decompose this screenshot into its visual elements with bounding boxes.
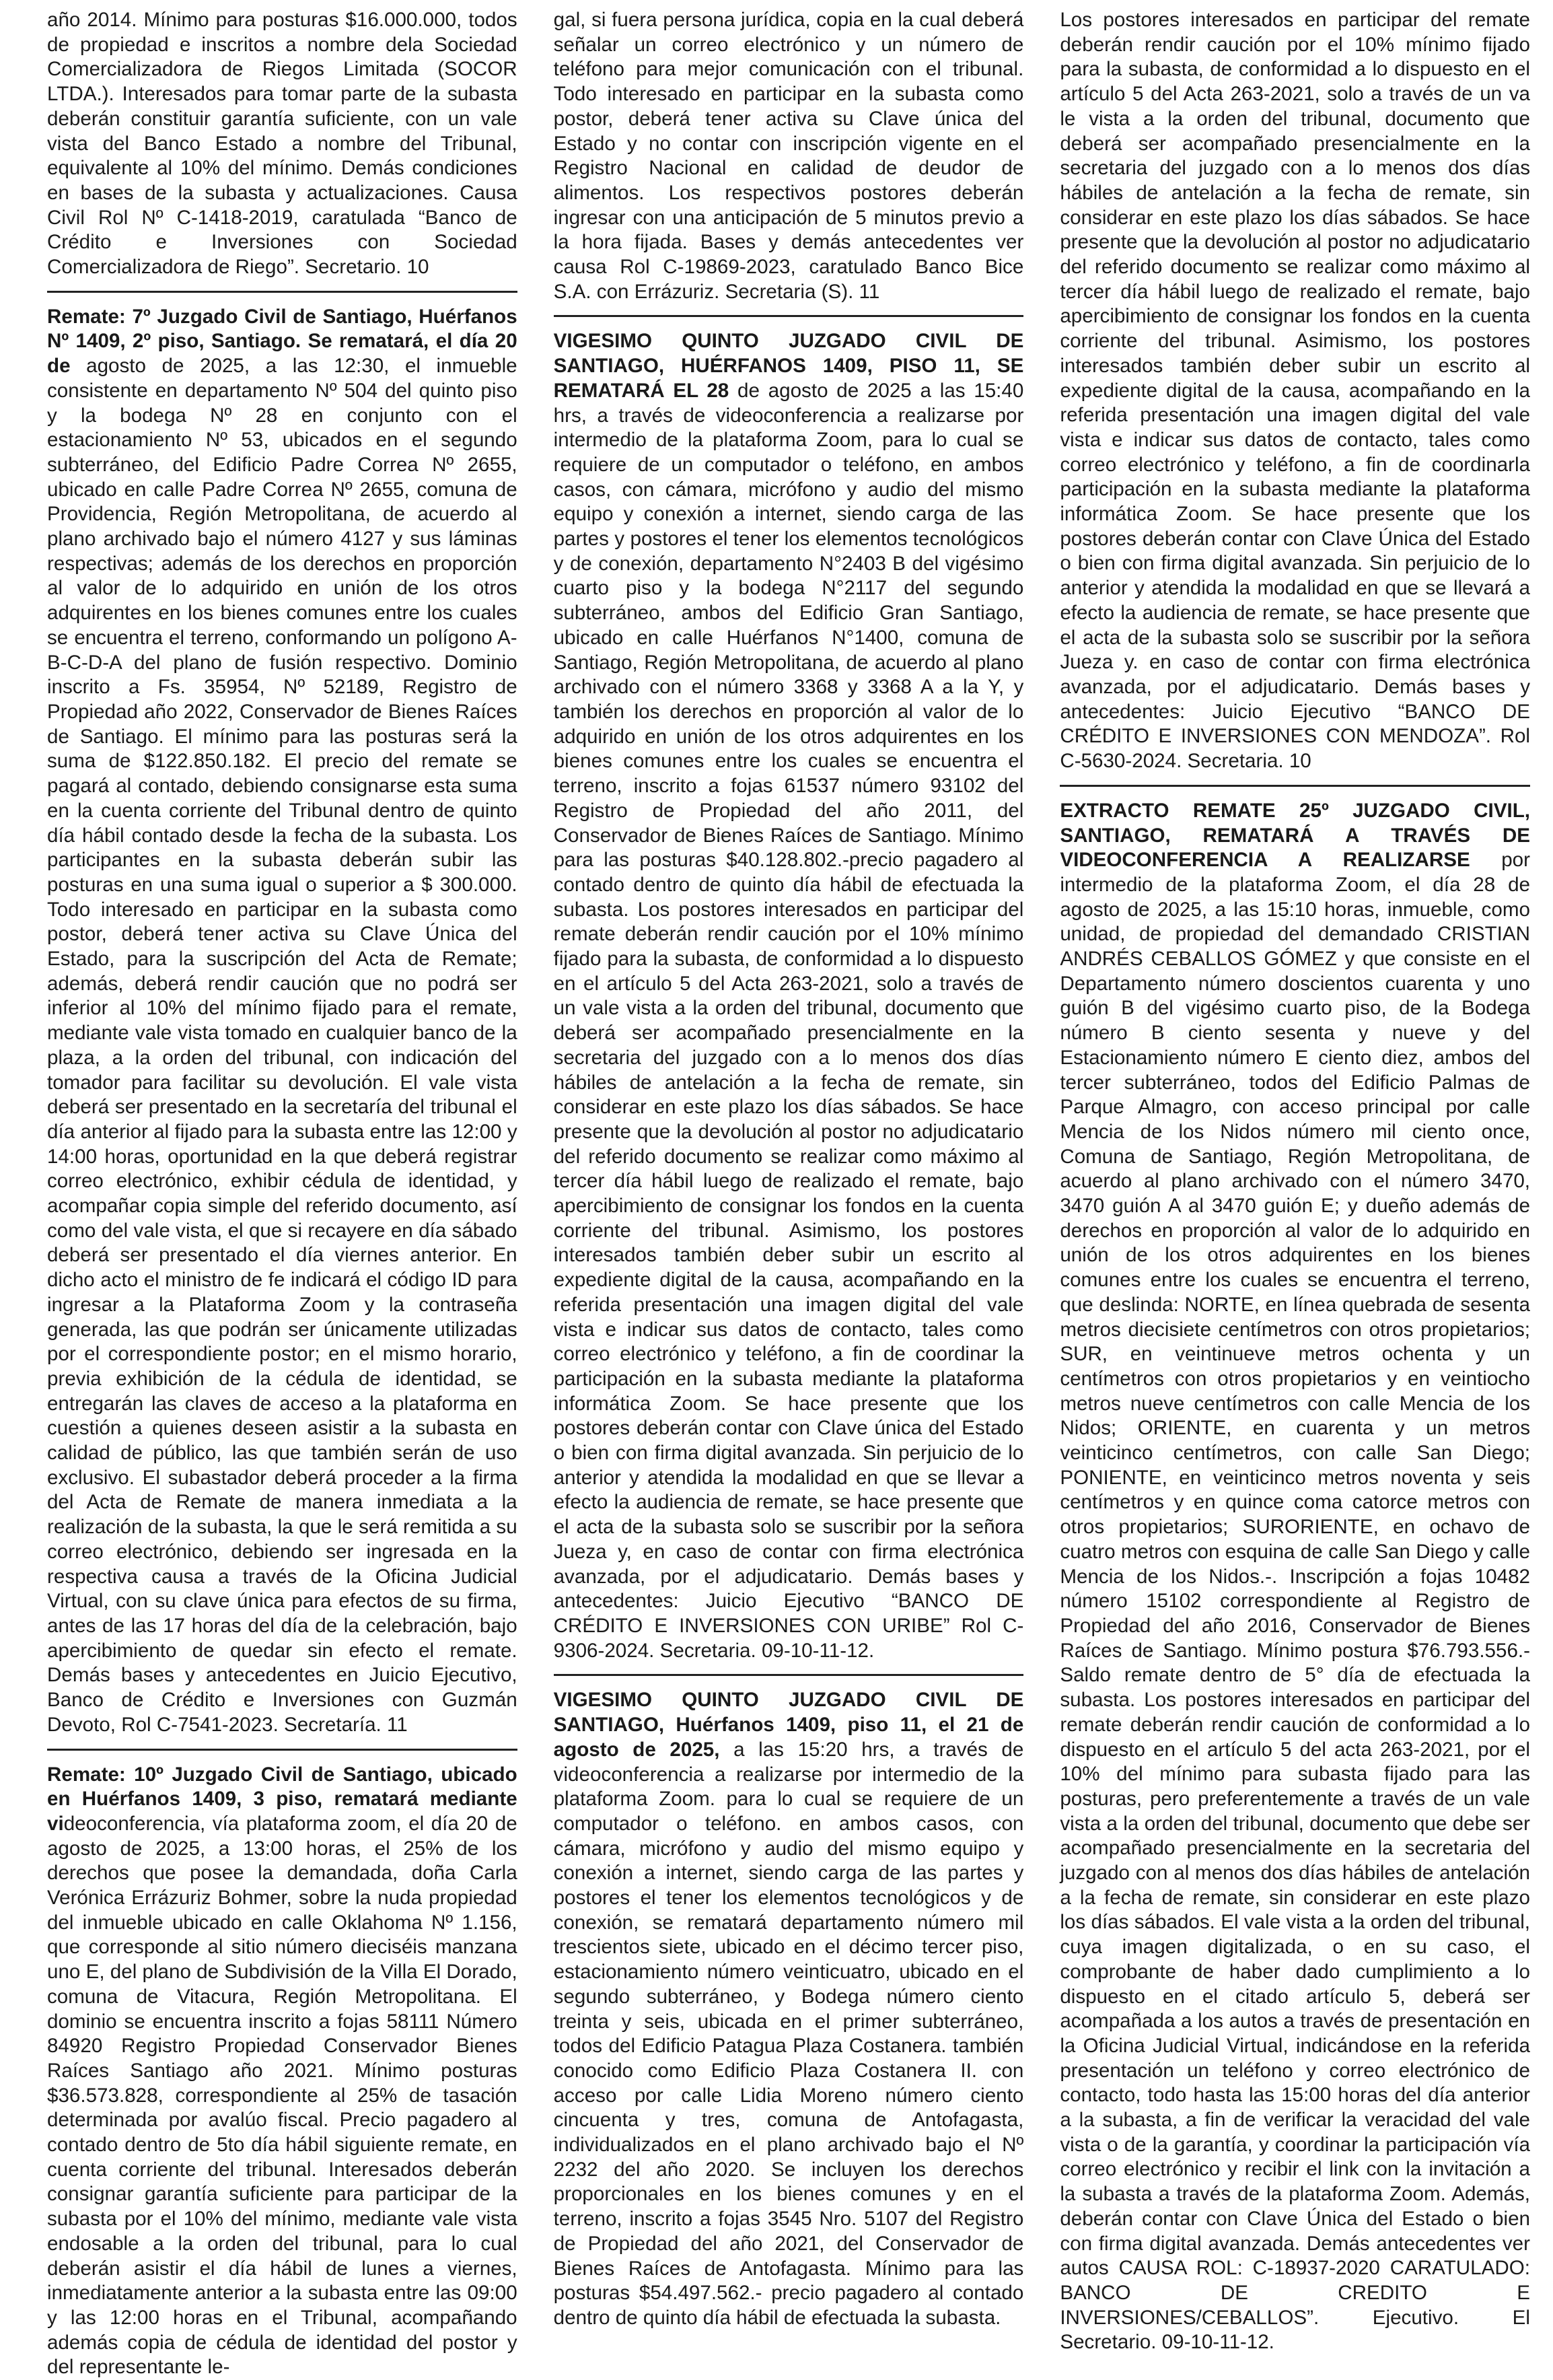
notice-10-juzgado [47,1763,517,2380]
notice-continuation-socor [47,8,517,280]
notice-body: Los postores interesados en participar del remate deberán rendir caución por el 10% mínimo fijado para la subasta, de conformidad a lo dispuesto en el artículo 5 del Acta 263-2021, solo a través de un va le vista a la orden del tribunal, documento que deberá ser acompañado presencialmente en la secretaria del juzgado con a lo menos dos días hábiles de antelación a la fecha de remate, sin considerar en este plazo los días sábados. Se hace presente que la devolución al postor no adjudicatario del referido documento se realizar como máximo al tercer día hábil luego de realizado el remate, bajo apercibimiento de consignar los fondos en la cuenta corriente del tribunal. Asimismo, los postores interesados también deber subir un escrito al expediente digital de la causa, acompañando en la referida presentación una imagen digital del vale vista e indicar sus datos de contacto, tales como correo electrónico y teléfono, a fin de coordinarla participación en la subasta mediante la plataforma informática Zoom. Se hace presente que los postores deberán contar con Clave Única del Estado o bien con firma digital avanzada. Sin perjuicio de lo anterior y atendida la modalidad en que se llevará a efecto la audiencia de remate, se hace presente que el acta de la subasta solo se suscribir por la señora Jueza y. en caso de contar con firma electrónica avanzada, por el adjudicatario. Demás bases y antecedentes: Juicio Ejecutivo “BANCO DE CRÉDITO E INVERSIONES CON MENDOZA”. Rol C-5630-2024. Secretaria. 10 [1060,9,1530,773]
notice-body: año 2014. Mínimo para posturas $16.000.000, todos de propiedad e inscritos a nombre dela Sociedad Comercializadora de Riegos Limitada (SOCOR LTDA.). Interesados para tomar parte de la subasta deberán constituir garantía suficiente, con un vale vista del Banco Estado a nombre del Tribunal, equivalente al 10% del mínimo. Demás condiciones en bases de la subasta y actualizaciones. Causa Civil Rol Nº C-1418-2019, caratulada “Banco de Crédito e Inversiones con Sociedad Comercializadora de Riego”. Secretario. 10 [47,9,517,279]
notice-heading: VIGESIMO QUINTO JUZGADO CIVIL DE SANTIAGO, Huérfanos 1409, piso 11, el 21 de agosto de 2025, [553,1689,1024,1761]
notice-body: a las 15:20 hrs, a través de videoconferencia a realizarse por intermedio de la plataforma Zoom. para lo cual se requiere de un computador o teléfono. en ambos casos, con cámara, micrófono y audio del mismo equipo y conexión a internet, siendo carga de las partes y postores el tener los elementos tecnológicos y de conexión, se rematará departamento número mil trescientos siete, ubicado en el décimo tercer piso, estacionamiento número veinticuatro, ubicado en el segundo subterráneo, y Bodega número ciento treinta y seis, ubicada en el primer subterráneo, todos del Edificio Patagua Plaza Costanera. también conocido como Edificio Plaza Costanera II. con acceso por calle Lidia Moreno número ciento cincuenta y tres, comuna de Antofagasta, individualizados en el plano archivado bajo el Nº 2232 del año 2020. Se incluyen los derechos proporcionales en los bienes comunes y en el terreno, inscrito a fojas 3545 Nro. 5107 del Registro de Propiedad del año 2021, del Conservador de Bienes Raíces de Antofagasta. Mínimo para las posturas $54.497.562.- precio pagadero al contado dentro de quinto día hábil de efectuada la subasta. [553,1738,1024,2329]
notice-body: de agosto de 2025 a las 15:40 hrs, a través de videoconferencia a realizarse por intermedio de la plataforma Zoom, para lo cual se requiere de un computador o teléfono, en ambos casos, con cámara, micrófono y audio del mismo equipo y conexión a internet, siendo carga de las partes y postores el tener los elementos tecnológicos y de conexión, departamento N°2403 B del vigésimo cuarto piso y la bodega N°2117 del segundo subterráneo, ambos del Edificio Gran Santiago, ubicado en calle Huérfanos N°1400, comuna de Santiago, Región Metropolitana, de acuerdo al plano archivado con el número 3368 y 3368 A a la Y, y también los derechos en proporción al valor de lo adquirido en unión de los otros adquirentes en los bienes comunes entre los cuales se encuentra el terreno, inscrito a fojas 61537 número 93102 del Registro de Propiedad del año 2011, del Conservador de Bienes Raíces de Santiago. Mínimo para las posturas $40.128.802.-precio pagadero al contado dentro de quinto día hábil de efectuada la subasta. Los postores interesados en participar del remate deberán rendir caución por el 10% mínimo fijado para la subasta, de conformidad a lo dispuesto en el artículo 5 del Acta 263-2021, solo a través de un vale vista a la orden del tribunal, documento que deberá ser acompañado presencialmente en la secretaria del juzgado con a lo menos dos días hábiles de antelación a la fecha de remate, sin considerar en este plazo los días sábados. Se hace presente que la devolución al postor no adjudicatario del referido documento se realizar como máximo al tercer día hábil luego de realizado el remate, bajo apercibimiento de consignar los fondos en la cuenta corriente del tribunal. Asimismo, los postores interesados también deber subir un escrito al expediente digital de la causa, acompañando en la referida presentación una imagen digital del vale vista e indicar sus datos de contacto, tales como correo electrónico y teléfono, a fin de coordinar la participación en la subasta mediante la plataforma informática Zoom. Se hace presente que los postores deberán contar con Clave única del Estado o bien con firma digital avanzada. Sin perjuicio de lo anterior y atendida la modalidad en que se llevar a efecto la audiencia de remate, se hace presente que el acta de la subasta solo se suscribir por la señora Jueza y, en caso de contar con firma electrónica avanzada, por el adjudicatario. Demás bases y antecedentes: Juicio Ejecutivo “BANCO DE CRÉDITO E INVERSIONES CON URIBE” Rol C-9306-2024. Secretaria. 09-10-11-12. [553,379,1024,1662]
column-2 [553,8,1024,2329]
notice-body: deoconferencia, vía plataforma zoom, el día 20 de agosto de 2025, a 13:00 horas, el 25% de los derechos que posee la demandada, doña Carla Verónica Errázuriz Bohmer, sobre la nuda propiedad del inmueble ubicado en calle Oklahoma Nº 1.156, que corresponde al sitio número dieciséis manzana uno E, del plano de Subdivisión de la Villa El Dorado, comuna de Vitacura, Región Metropolitana. El dominio se encuentra inscrito a fojas 58111 Número 84920 Registro Propiedad Conservador Bienes Raíces Santiago año 2021. Mínimo posturas $36.573.828, correspondiente al 25% de tasación determinada por avalúo fiscal. Precio pagadero al contado dentro de 5to día hábil siguiente remate, en cuenta corriente del tribunal. Interesados deberán consignar garantía suficiente para participar de la subasta por el 10% del mínimo, mediante vale vista endosable a la orden del tribunal, para lo cual deberán asistir el día hábil de lunes a viernes, inmediatamente anterior a la subasta entre las 09:00 y las 12:00 horas en el Tribunal, acompañando además copia de cédula de identidad del postor y del representante le- [47,1812,517,2379]
notice-heading: VIGESIMO QUINTO JUZGADO CIVIL DE SANTIAGO, HUÉRFANOS 1409, PISO 11, SE REMATARÁ EL 28 [553,330,1024,402]
notice-divider [554,315,1024,317]
notice-divider [554,1674,1024,1676]
notice-25-juzgado-ceballos [1060,799,1530,2355]
notice-25-juzgado-uribe [554,329,1024,1663]
notice-continuation-bice [554,8,1024,304]
notice-heading: Remate: 10º Juzgado Civil de Santiago, ubicado en Huérfanos 1409, 3 piso, rematará mediante vi [47,1763,517,1835]
column-3 [1060,8,1530,2354]
notice-heading: EXTRACTO REMATE 25º JUZGADO CIVIL, SANTIAGO, REMATARÁ A TRAVÉS DE VIDEOCONFERENCIA A REALIZARSE [1060,799,1530,872]
notice-continuation-mendoza [1060,8,1530,774]
notice-25-juzgado-antofagasta [554,1688,1024,2330]
notice-heading: Remate: 7º Juzgado Civil de Santiago, Huérfanos Nº 1409, 2º piso, Santiago. Se rematará, el día 20 de [47,305,517,378]
notice-7-juzgado [47,305,517,1738]
notice-body: gal, si fuera persona jurídica, copia en la cual deberá señalar un correo electrónico y un número de teléfono para mejor comunicación con el tribunal. Todo interesado en participar en la subasta como postor, deberá tener activa su Clave única del Estado y no contar con inscripción vigente en el Registro Nacional en calidad de deudor de alimentos. Los respectivos postores deberán ingresar con una anticipación de 5 minutos previo a la hora fijada. Bases y demás antecedentes ver causa Rol C-19869-2023, caratulado Banco Bice S.A. con Errázuriz. Secretaria (S). 11 [553,9,1024,303]
notice-divider [47,291,517,293]
notice-divider [1060,785,1530,787]
notice-divider [47,1749,517,1751]
notice-body: por intermedio de la plataforma Zoom, el día 28 de agosto de 2025, a las 15:10 horas, inmueble, como unidad, de propiedad del demandado CRISTIAN ANDRÉS CEBALLOS GÓMEZ y que consiste en el Departamento número doscientos cuarenta y uno guión B del vigésimo cuarto piso, de la Bodega número B ciento sesenta y nueve y del Estacionamiento número E ciento diez, ambos del tercer subterráneo, todos del Edificio Palmas de Parque Almagro, con acceso principal por calle Mencia de los Nidos número mil ciento once, Comuna de Santiago, Región Metropolitana, de acuerdo al plano archivado con el número 3470, 3470 guión A al 3470 guión E; y dueño además de derechos en proporción al valor de lo adquirido en unión de los otros adquirentes en los bienes comunes entre los cuales se encuentra el terreno, que deslinda: NORTE, en línea quebrada de sesenta metros diecisiete centímetros con otros propietarios; SUR, en veintinueve metros ochenta y un centímetros con otros propietarios y en veintiocho metros nueve centímetros con calle Mencia de los Nidos; ORIENTE, en cuarenta y un metros veinticinco centímetros, con calle San Diego; PONIENTE, en veinticinco metros noventa y seis centímetros y en quince coma catorce metros con otros propietarios; SURORIENTE, en ochavo de cuatro metros con esquina de calle San Diego y calle Mencia de los Nidos.-. Inscripción a fojas 10482 número 15102 correspondiente al Registro de Propiedad del año 2016, Conservador de Bienes Raíces de Santiago. Mínimo postura $76.793.556.- Saldo remate dentro de 5° día de efectuada la subasta. Los postores interesados en participar del remate deberán rendir caución de conformidad a lo dispuesto en el artículo 5 del acta 263-2021, por el 10% del mínimo para subasta fijado para las posturas, pero preferentemente a través de un vale vista a la orden del tribunal, documento que debe ser acompañado presencialmente en la secretaria del juzgado con al menos dos días hábiles de antelación a la fecha de remate, sin considerar en este plazo los días sábados. El vale vista a la orden del tribunal, cuya imagen digitalizada, o en su caso, el comprobante de haber dado cumplimiento a lo dispuesto en el citado artículo 5, deberá ser acompañada a los autos a través de presentación en la Oficina Judicial Virtual, indicándose en la referida presentación un teléfono y correo electrónico de contacto, todo hasta las 15:00 horas del día anterior a la subasta, a fin de verificar la veracidad del vale vista o de la garantía, y coordinar la participación vía correo electrónico y recibir el link con la invitación a la subasta a través de la plataforma Zoom. Además, deberán contar con Clave Única del Estado o bien con firma digital avanzada. Demás antecedentes ver autos CAUSA ROL: C-18937-2020 CARATULADO: BANCO DE CREDITO E INVERSIONES/CEBALLOS”. Ejecutivo. El Secretario. 09-10-11-12. [1060,849,1530,2354]
column-1 [47,8,517,2379]
notice-body: agosto de 2025, a las 12:30, el inmueble consistente en departamento Nº 504 del quinto piso y la bodega Nº 28 en conjunto con el estacionamiento Nº 53, ubicados en el segundo subterráneo, del Edificio Padre Correa Nº 2655, ubicado en calle Padre Correa Nº 2655, comuna de Providencia, Región Metropolitana, de acuerdo al plano archivado bajo el número 4127 y sus láminas respectivas; además de los derechos en proporción al valor de lo adquirido en unión de los otros adquirentes en los bienes comunes entre los cuales se encuentra el terreno, conformando un polígono A-B-C-D-A del plano de fusión respectivo. Dominio inscrito a Fs. 35954, Nº 52189, Registro de Propiedad año 2022, Conservador de Bienes Raíces de Santiago. El mínimo para las posturas será la suma de $122.850.182. El precio del remate se pagará al contado, debiendo consignarse esta suma en la cuenta corriente del Tribunal dentro de quinto día hábil contado desde la fecha de la subasta. Los participantes en la subasta deberán subir las posturas en una suma igual o superior a $ 300.000. Todo interesado en participar en la subasta como postor, deberá tener activa su Clave Única del Estado, para la suscripción del Acta de Remate; además, deberá rendir caución que no podrá ser inferior al 10% del mínimo fijado para el remate, mediante vale vista tomado en cualquier banco de la plaza, a la orden del tribunal, con indicación del tomador para facilitar su devolución. El vale vista deberá ser presentado en la secretaría del tribunal el día anterior al fijado para la subasta entre las 12:00 y 14:00 horas, oportunidad en la que deberá registrar correo electrónico, exhibir cédula de identidad, y acompañar copia simple del referido documento, así como del vale vista, el que si recayere en día sábado deberá ser presentado el día viernes anterior. En dicho acto el ministro de fe indicará el código ID para ingresar a la Plataforma Zoom y la contraseña generada, las que podrán ser únicamente utilizadas por el correspondiente postor; en el mismo horario, previa exhibición de la cédula de identidad, se entregarán las claves de acceso a la plataforma en cuestión a quienes deseen asistir a la subasta en calidad de público, las que también serán de uso exclusivo. El subastador deberá proceder a la firma del Acta de Remate de manera inmediata a la realización de la subasta, la que le será remitida a su correo electrónico, debiendo ser ingresada en la respectiva causa a través de la Oficina Judicial Virtual, con su clave única para efectos de su firma, antes de las 17 horas del día de la celebración, bajo apercibimiento de quedar sin efecto el remate. Demás bases y antecedentes en Juicio Ejecutivo, Banco de Crédito e Inversiones con Guzmán Devoto, Rol C-7541-2023. Secretaría. 11 [47,355,517,1736]
